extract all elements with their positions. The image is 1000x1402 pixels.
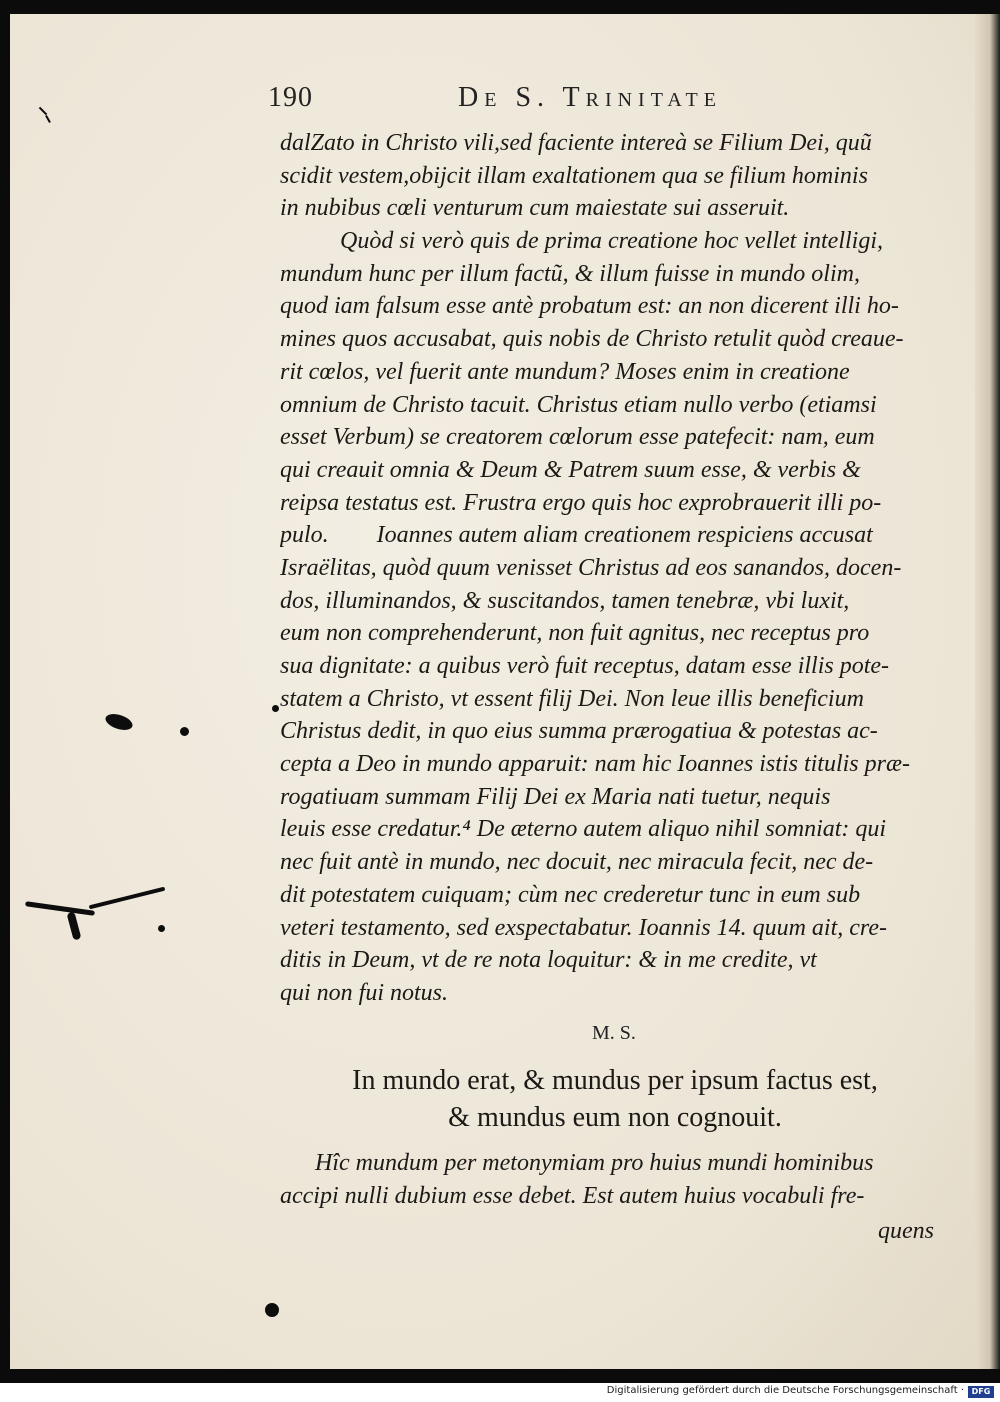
text-line: scidit vestem,obijcit illam exaltationem qua se filium hominis [280,162,868,189]
ink-dot [180,727,189,736]
text-line: dalZato in Christo vili,sed faciente intereà se Filium Dei, quũ [280,130,872,156]
ink-dot [158,925,165,932]
text-line: omnium de Christo tacuit. Christus etiam nullo verbo (etiamsi [280,391,877,418]
text-line: qui creauit omnia & Deum & Patrem suum esse, & verbis & [280,456,861,483]
text-line: dos, illuminandos, & suscitandos, tamen tenebræ, vbi luxit, [280,587,850,614]
verse-line: In mundo erat, & mundus per ipsum factus est, [352,1065,878,1096]
text-line: qui non fui notus. [280,979,449,1006]
text-line: leuis esse credatur.⁴ De æterno autem aliquo nihil somniat: qui [280,816,887,843]
text-line: rogatiuam summam Filij Dei ex Maria nati tuetur, nequis [280,783,831,810]
main-text [280,127,945,1010]
text-line: rit cœlos, vel fuerit ante mundum? Moses enim in creatione [280,358,850,385]
page-edge-shadow [975,14,1000,1369]
ink-dot [272,705,279,712]
ink-dot [265,1303,279,1317]
text-line: eum non comprehenderunt, non fuit agnitus, nec receptus pro [280,620,870,647]
text-line: quod iam falsum esse antè probatum est: an non dicerent illi ho- [280,293,899,320]
page-header [268,82,953,122]
text-line: accipi nulli dubium esse debet. Est autem huius vocabuli fre- [280,1182,865,1209]
digitization-footer [0,1383,1000,1402]
text-line: dit potestatem cuiquam; cùm nec crederetur tunc in eum sub [280,881,861,908]
footer-credit: Digitalisierung gefördert durch die Deutsche Forschungsgemeinschaft · [606,1385,964,1396]
text-line: mundum hunc per illum factũ, & illum fuisse in mundo olim, [280,260,860,287]
text-line: ditis in Deum, vt de re nota loquitur: & in me credite, vt [280,947,817,974]
text-line: nec fuit antè in mundo, nec docuit, nec miracula fecit, nec de- [280,849,874,876]
running-title: De S. Trinitate [458,82,722,113]
text-line: Quòd si verò quis de prima creatione hoc vellet intelligi, [340,228,883,255]
catchword: quens [878,1218,934,1244]
text-line: Hîc mundum per metonymiam pro huius mundi hominibus [315,1150,874,1176]
scripture-verse [330,1062,900,1136]
text-line: pulo. Ioannes autem aliam creationem respiciens accusat [280,522,873,549]
text-line: cepta a Deo in mundo apparuit: nam hic Ioannes istis titulis præ- [280,751,910,778]
section-heading: M. S. [592,1022,636,1044]
text-line: veteri testamento, sed exspectabatur. Ioannis 14. quum ait, cre- [280,914,887,941]
text-line: sua dignitate: a quibus verò fuit receptus, datam esse illis pote- [280,653,890,679]
commentary-text [280,1147,945,1212]
text-line: esset Verbum) se creatorem cœlorum esse patefecit: nam, eum [280,424,875,451]
dfg-logo-icon: DFG [968,1386,994,1398]
text-line: statem a Christo, vt essent filij Dei. Non leue illis beneficium [280,685,864,712]
text-line: reipsa testatus est. Frustra ergo quis hoc exprobrauerit illi po- [280,489,882,516]
page-number: 190 [268,82,313,113]
text-line: mines quos accusabat, quis nobis de Christo retulit quòd creaue- [280,326,904,353]
verse-line: & mundus eum non cognouit. [448,1102,782,1133]
text-line: in nubibus cœli venturum cum maiestate sui asseruit. [280,195,790,222]
text-line: Israëlitas, quòd quum venisset Christus ad eos sanandos, docen- [280,554,902,581]
text-line: Christus dedit, in quo eius summa prærogatiua & potestas ac- [280,718,878,745]
